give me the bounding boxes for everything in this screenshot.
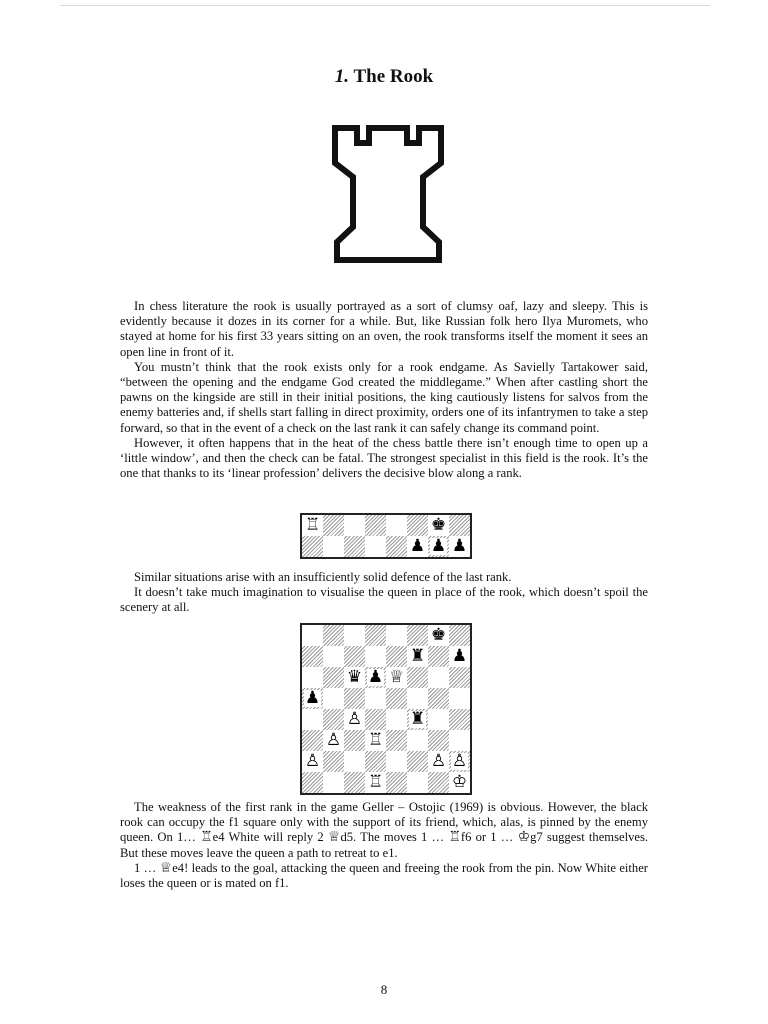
board-square bbox=[449, 667, 470, 688]
board-square bbox=[302, 730, 323, 751]
board-square bbox=[344, 730, 365, 751]
chess-piece-icon: ♚ bbox=[430, 515, 447, 535]
board-square bbox=[344, 709, 365, 730]
board-square bbox=[344, 536, 365, 557]
board-square bbox=[302, 625, 323, 646]
board-square bbox=[386, 709, 407, 730]
middle-text bbox=[120, 570, 648, 616]
board-square bbox=[302, 709, 323, 730]
board-square bbox=[407, 536, 428, 557]
board-square bbox=[449, 730, 470, 751]
board-square bbox=[344, 751, 365, 772]
board-square bbox=[344, 515, 365, 536]
chess-piece-icon: ♖ bbox=[367, 772, 384, 792]
board-square bbox=[344, 625, 365, 646]
intro-paragraph-1: In chess literature the rook is usually portrayed as a sort of clumsy oaf, lazy and sleepy. This is evidently because it dozes in its corner for a while. But, like Russian folk hero Ilya Muromets, who stayed at home for his first 33 years sitting on an oven, the rook transforms itself the moment it sees an open line in front of it. bbox=[120, 299, 648, 359]
board-square bbox=[323, 730, 344, 751]
intro-paragraph-2: You mustn’t think that the rook exists only for a rook endgame. As Savielly Tartakower said, “between the opening and the endgame God created the middlegame.” When after castling short the pawns on the kingside are still in their initial positions, the king cautiously listens for salvos from the enemy batteries and, if shells start falling in direct proximity, orders one of its infantrymen to take a step forward, so that in the event of a check on the last rank it can safely change its command point. bbox=[120, 359, 648, 435]
board-square bbox=[428, 515, 449, 536]
board-square bbox=[323, 515, 344, 536]
board-square bbox=[302, 751, 323, 772]
board-square bbox=[323, 625, 344, 646]
board-square bbox=[386, 515, 407, 536]
board-square bbox=[365, 646, 386, 667]
text-run: 1 … bbox=[134, 860, 160, 875]
chess-piece-icon: ♟ bbox=[451, 646, 468, 666]
board-square bbox=[428, 751, 449, 772]
text-run: e4! leads to the goal, attacking the queen and freeing the rook from the pin. Now White either loses the queen or is mated on f1. bbox=[120, 860, 649, 891]
board-square bbox=[323, 751, 344, 772]
chess-piece-icon: ♟ bbox=[451, 536, 468, 556]
board-square bbox=[386, 751, 407, 772]
board-square bbox=[302, 536, 323, 557]
board-square bbox=[344, 667, 365, 688]
board-square bbox=[449, 751, 470, 772]
chess-piece-icon: ♙ bbox=[430, 751, 447, 771]
board-square bbox=[302, 667, 323, 688]
board-square bbox=[344, 646, 365, 667]
board-square bbox=[428, 688, 449, 709]
board-square bbox=[407, 688, 428, 709]
page-number: 8 bbox=[380, 982, 388, 997]
board-square bbox=[428, 730, 449, 751]
text-run: d5. The moves 1 … bbox=[340, 830, 449, 845]
board-square bbox=[365, 536, 386, 557]
geller-paragraph-2 bbox=[120, 861, 648, 891]
board-square bbox=[428, 667, 449, 688]
board-square bbox=[407, 667, 428, 688]
board-square bbox=[407, 751, 428, 772]
chess-piece-icon: ♔ bbox=[451, 772, 468, 792]
board-square bbox=[386, 667, 407, 688]
chess-piece-icon: ♜ bbox=[409, 709, 426, 729]
queen-symbol-icon: ♕ bbox=[159, 859, 173, 876]
chess-piece-icon: ♙ bbox=[346, 709, 363, 729]
board-square bbox=[407, 730, 428, 751]
chess-piece-icon: ♜ bbox=[409, 646, 426, 666]
board-square bbox=[365, 515, 386, 536]
board-square bbox=[323, 646, 344, 667]
intro-paragraph-3: However, it often happens that in the heat of the chess battle there isn’t enough time to open up a ‘little window’, and then the check can be fatal. The strongest specialist in this field is the rook. It’s the one that thanks to its ‘linear profession’ delivers the decisive blow along a rank. bbox=[120, 435, 648, 481]
diagram-geller-ostojic bbox=[300, 623, 472, 795]
board-square bbox=[449, 536, 470, 557]
board-square bbox=[449, 709, 470, 730]
board-square bbox=[386, 688, 407, 709]
board-square bbox=[344, 688, 365, 709]
board-square bbox=[386, 772, 407, 793]
intro-text bbox=[120, 299, 648, 481]
chess-piece-icon: ♕ bbox=[388, 667, 405, 687]
board-square bbox=[344, 772, 365, 793]
board-square bbox=[428, 536, 449, 557]
chapter-title bbox=[0, 66, 768, 88]
diagram-back-rank bbox=[300, 513, 472, 559]
chess-piece-icon: ♚ bbox=[430, 625, 447, 645]
rook-symbol-icon: ♖ bbox=[200, 829, 213, 846]
board-square bbox=[365, 751, 386, 772]
board-square bbox=[428, 625, 449, 646]
middle-paragraph-2: It doesn’t take much imagination to visualise the queen in place of the rook, which doesn’t spoil the scenery at all. bbox=[120, 585, 648, 615]
board-square bbox=[323, 667, 344, 688]
board-square bbox=[365, 688, 386, 709]
text-run: g7 suggest themselves. But these moves leave the queen a path to retreat to e1. bbox=[120, 830, 649, 860]
king-symbol-icon: ♔ bbox=[517, 829, 531, 846]
board-square bbox=[323, 709, 344, 730]
board-square bbox=[365, 667, 386, 688]
text-run: The weakness of the first rank in the game Geller – Ostojic (1969) is obvious. However, the black rook can occupy the f1 square only with the support of its friend, which, alas, is pinned by the enemy queen. On 1… bbox=[120, 800, 648, 845]
board-square bbox=[386, 646, 407, 667]
geller-paragraph-1 bbox=[120, 800, 648, 861]
chapter-number: 1. bbox=[334, 66, 350, 87]
board-square bbox=[428, 772, 449, 793]
board-square bbox=[428, 646, 449, 667]
middle-paragraph-1: Similar situations arise with an insufficiently solid defence of the last rank. bbox=[134, 570, 512, 584]
rook-symbol-icon: ♖ bbox=[448, 829, 461, 846]
queen-symbol-icon: ♕ bbox=[327, 829, 341, 846]
page-top-rule bbox=[60, 5, 710, 6]
board-square bbox=[302, 646, 323, 667]
board-square bbox=[302, 515, 323, 536]
board-square bbox=[449, 646, 470, 667]
chapter-title-text: The Rook bbox=[353, 66, 434, 87]
chess-piece-icon: ♛ bbox=[346, 667, 363, 687]
text-run: f6 or 1 … bbox=[460, 830, 518, 845]
board-square bbox=[449, 772, 470, 793]
chess-piece-icon: ♟ bbox=[367, 667, 384, 687]
board-square bbox=[449, 625, 470, 646]
text-run: e4 White will reply 2 bbox=[212, 830, 328, 845]
board-square bbox=[365, 709, 386, 730]
rook-emblem-icon bbox=[330, 123, 446, 265]
board-square bbox=[302, 688, 323, 709]
chess-piece-icon: ♟ bbox=[304, 688, 321, 708]
board-square bbox=[407, 709, 428, 730]
board-square bbox=[407, 772, 428, 793]
geller-text bbox=[120, 800, 648, 891]
board-square bbox=[386, 730, 407, 751]
board-square bbox=[365, 730, 386, 751]
board-square bbox=[365, 772, 386, 793]
chess-piece-icon: ♟ bbox=[430, 536, 447, 556]
board-square bbox=[323, 688, 344, 709]
board-square bbox=[428, 709, 449, 730]
board-square bbox=[302, 772, 323, 793]
board-square bbox=[449, 688, 470, 709]
board-square bbox=[386, 536, 407, 557]
board-square bbox=[407, 515, 428, 536]
board-square bbox=[407, 625, 428, 646]
board-square bbox=[386, 625, 407, 646]
chess-piece-icon: ♙ bbox=[325, 730, 342, 750]
board-square bbox=[365, 625, 386, 646]
board-square bbox=[407, 646, 428, 667]
chess-piece-icon: ♙ bbox=[304, 751, 321, 771]
chess-piece-icon: ♟ bbox=[409, 536, 426, 556]
chess-piece-icon: ♖ bbox=[304, 515, 321, 535]
chess-piece-icon: ♖ bbox=[367, 730, 384, 750]
board-square bbox=[323, 536, 344, 557]
chess-piece-icon: ♙ bbox=[451, 751, 468, 771]
board-square bbox=[449, 515, 470, 536]
board-square bbox=[323, 772, 344, 793]
